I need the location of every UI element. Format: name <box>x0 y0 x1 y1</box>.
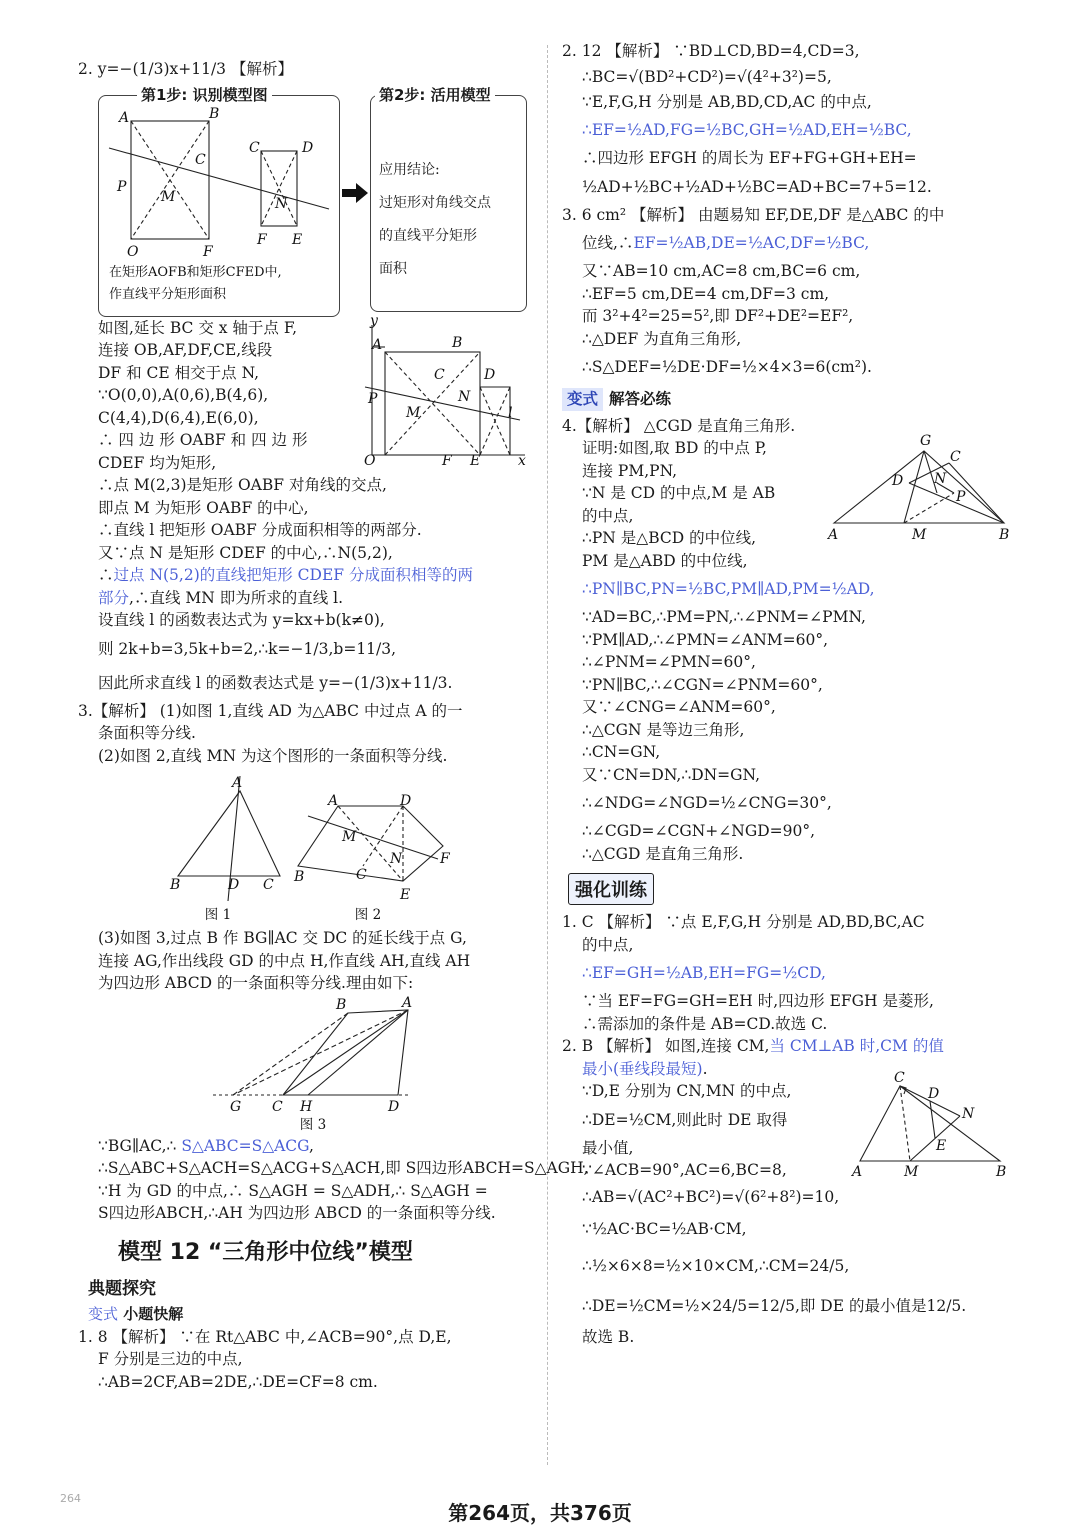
t2-period: . <box>702 1059 708 1078</box>
r-q3-prefix: 位线,∴ <box>582 234 634 252</box>
q2-line: 即点 M 为矩形 OABF 的中心, <box>98 498 309 517</box>
q4-line: PM 是△ABD 的中位线, <box>582 551 748 570</box>
coordinate-figure <box>360 312 530 469</box>
t2-line: ∴DE=½CM=½×24/5=12/5,即 DE 的最小值是12/5. <box>582 1296 967 1315</box>
q4-line: ∵N 是 CD 的中点,M 是 AB <box>582 484 776 502</box>
svg-text:B: B <box>999 526 1010 543</box>
svg-text:E: E <box>936 1138 947 1154</box>
q4-line: ∴∠NDG=∠NGD=½∠CNG=30°, <box>582 794 832 812</box>
q2-line: ∵O(0,0),A(0,6),B(4,6), <box>98 386 269 404</box>
r-q2-line: 2. 12 【解析】 ∵BD⊥CD,BD=4,CD=3, <box>562 42 860 60</box>
r-q3-highlight: EF=½AB,DE=½AC,DF=½BC, <box>633 234 870 252</box>
q4-line: 连接 PM,PN, <box>582 461 678 480</box>
q2-line: DF 和 CE 相交于点 N, <box>98 363 260 382</box>
q3-line: 为四边形 ABCD 的一条面积等分线.理由如下: <box>98 974 414 992</box>
svg-text:D: D <box>484 366 496 383</box>
svg-text:N: N <box>275 195 288 212</box>
svg-text:M: M <box>342 829 357 845</box>
t1-line: ∴需添加的条件是 AB=CD.故选 C. <box>582 1014 828 1033</box>
q4-figure <box>824 433 1014 543</box>
q4-line: ∵PN∥BC,∴∠CGN=∠PNM=60°, <box>582 675 823 694</box>
q3-comma: , <box>309 1136 314 1155</box>
svg-text:B: B <box>996 1164 1007 1180</box>
r-q3-line: ∴△DEF 为直角三角形, <box>582 329 742 348</box>
q2-line: 则 2k+b=3,5k+b=2,∴k=−1/3,b=11/3, <box>98 639 397 658</box>
r-q2-line: ∵E,F,G,H 分别是 AB,BD,CD,AC 的中点, <box>582 92 872 111</box>
svg-text:H: H <box>300 1098 313 1115</box>
q3-solution <box>78 700 589 1225</box>
svg-text:M: M <box>161 188 176 205</box>
t1-highlight: ∴EF=GH=½AB,EH=FG=½CD, <box>582 964 826 982</box>
r-q3-line: ∴EF=5 cm,DE=4 cm,DF=3 cm, <box>582 284 830 303</box>
q3-because: ∵BG∥AC,∴ <box>98 1136 182 1155</box>
model-steps-area <box>78 81 533 317</box>
svg-text:O: O <box>127 243 139 260</box>
t2-line: ∵∠ACB=90°,AC=6,BC=8, <box>582 1161 787 1179</box>
t2-highlight-1: 当 CM⊥AB 时,CM 的值 <box>769 1037 944 1055</box>
q4-line: ∴△CGN 是等边三角形, <box>582 720 745 739</box>
q4-line: ∵PM∥AD,∴∠PMN=∠ANM=60°, <box>582 630 829 649</box>
svg-text:D: D <box>892 472 904 489</box>
q2-highlight-2: 部分 <box>98 588 130 607</box>
q4-line: ∴∠CGD=∠CGN+∠NGD=90°, <box>582 822 816 840</box>
figure-2-caption: 图 2 <box>354 907 382 923</box>
figure-1-caption: 图 1 <box>204 907 232 923</box>
svg-text:C: C <box>356 867 367 883</box>
step1-caption-2: 作直线平分矩形面积 <box>109 286 227 302</box>
t2-line: 最小值, <box>582 1138 634 1157</box>
q4-line: 又∵CN=DN,∴DN=GN, <box>582 765 761 784</box>
t2-line: 故选 B. <box>582 1327 635 1346</box>
figure-3 <box>208 995 428 1135</box>
svg-text:F: F <box>203 243 213 260</box>
t2-solution <box>562 1070 1012 1348</box>
svg-text:D: D <box>400 793 412 809</box>
left-column <box>78 40 589 1393</box>
q2-line: 设直线 l 的函数表达式为 y=kx+b(k≠0), <box>98 611 385 629</box>
r-q2-line: ½AD+½BC+½AD+½BC=AD+BC=7+5=12. <box>582 177 932 196</box>
q3-line: (3)如图 3,过点 B 作 BG∥AC 交 DC 的延长线于点 G, <box>98 929 467 947</box>
t2-figure <box>850 1070 1010 1186</box>
q3-line: ∵H 为 GD 的中点,∴ S△AGH = S△ADH,∴ S△AGH = <box>98 1181 488 1200</box>
q2-line: 又∵点 N 是矩形 CDEF 的中心,∴N(5,2), <box>98 543 393 562</box>
svg-text:B: B <box>336 996 347 1013</box>
variant-label: 变式 <box>88 1304 119 1323</box>
svg-text:D: D <box>388 1098 400 1115</box>
svg-text:D: D <box>302 139 314 156</box>
svg-text:C: C <box>950 448 961 465</box>
q4-line: ∴CN=GN, <box>582 743 661 761</box>
svg-text:y: y <box>370 312 378 329</box>
svg-text:P: P <box>117 178 127 195</box>
q4-line: ∴△CGD 是直角三角形. <box>582 844 744 863</box>
step1-caption-1: 在矩形AOFB和矩形CFED中, <box>109 264 282 280</box>
q1-line: ∴AB=2CF,AB=2DE,∴DE=CF=8 cm. <box>98 1372 378 1391</box>
svg-text:A: A <box>119 109 130 126</box>
t2-line: ∴½×6×8=½×10×CM,∴CM=24/5, <box>582 1256 850 1275</box>
q4-line: ∴∠PNM=∠PMN=60°, <box>582 653 756 671</box>
svg-text:M: M <box>406 404 421 421</box>
r-q2-highlight: ∴EF=½AD,FG=½BC,GH=½AD,EH=½BC, <box>582 121 912 139</box>
svg-text:B: B <box>170 877 181 893</box>
t2-line: ∴AB=√(AC²+BC²)=√(6²+8²)=10, <box>582 1187 840 1206</box>
q3-line: (2)如图 2,直线 MN 为这个图形的一条面积等分线. <box>98 746 448 765</box>
svg-text:M: M <box>904 1164 919 1180</box>
svg-text:A: A <box>372 336 383 353</box>
q3-highlight: S△ABC=S△ACG <box>181 1136 309 1155</box>
q2-line: ∴点 M(2,3)是矩形 OABF 对角线的交点, <box>98 476 387 494</box>
r-q2-line: ∴BC=√(BD²+CD²)=√(4²+3²)=5, <box>582 67 832 86</box>
t2-prefix: 2. B 【解析】 如图,连接 CM, <box>562 1037 770 1055</box>
q2-line: CDEF 均为矩形, <box>98 453 217 472</box>
step2-title: 第2步: 活用模型 <box>375 84 495 105</box>
q4-line: 证明:如图,取 BD 的中点 P, <box>582 439 767 457</box>
r-q2-line: ∴四边形 EFGH 的周长为 EF+FG+GH+EH= <box>582 149 917 167</box>
svg-text:O: O <box>364 452 376 469</box>
t2-highlight-2: 最小(垂线段最短) <box>582 1059 703 1078</box>
svg-text:P: P <box>368 390 378 407</box>
svg-text:C: C <box>894 1070 905 1086</box>
t1-line: ∵当 EF=FG=GH=EH 时,四边形 EFGH 是菱形, <box>582 992 934 1010</box>
q2-hl-prefix: ∴ <box>98 566 114 584</box>
q2-line: 如图,延长 BC 交 x 轴于点 F, <box>98 318 298 337</box>
q2-line: ∴直线 l 把矩形 OABF 分成面积相等的两部分. <box>98 521 422 539</box>
step2-box <box>370 85 527 312</box>
step2-line-3: 的直线平分矩形 <box>379 227 477 244</box>
q3-line: ∴S△ABC+S△ACH=S△ACG+S△ACH,即 S四边形ABCH=S△AGH, <box>98 1159 589 1177</box>
svg-text:F: F <box>440 851 450 867</box>
step1-figure <box>99 96 339 316</box>
q3-line: 连接 AG,作出线段 GD 的中点 H,作直线 AH,直线 AH <box>98 951 471 970</box>
svg-text:A: A <box>828 526 839 543</box>
t2-line: ∵D,E 分别为 CN,MN 的中点, <box>582 1082 792 1100</box>
svg-text:B: B <box>294 869 305 885</box>
q4-line: ∴PN 是△BCD 的中位线, <box>582 529 757 547</box>
r-q3-line: ∴S△DEF=½DE·DF=½×4×3=6(cm²). <box>582 358 872 376</box>
svg-text:l: l <box>508 404 513 421</box>
svg-text:C: C <box>263 877 274 893</box>
q2-line: C(4,4),D(6,4),E(6,0), <box>98 408 259 427</box>
q2-line: ∴ 四 边 形 OABF 和 四 边 形 <box>98 431 308 449</box>
q4-line: 又∵∠CNG=∠ANM=60°, <box>582 698 776 716</box>
svg-text:B: B <box>209 105 220 122</box>
svg-text:N: N <box>458 388 471 405</box>
q1-line: F 分别是三边的中点, <box>98 1350 243 1368</box>
svg-text:E: E <box>470 452 481 469</box>
variant-tag: 变式 <box>562 388 603 411</box>
page-footer: 第264页，共376页 <box>448 1501 632 1525</box>
q4-line: 4.【解析】 △CGD 是直角三角形. <box>562 416 796 435</box>
q2-heading: 2. y=−(1/3)x+11/3 【解析】 <box>78 60 293 78</box>
t1-line: 1. C 【解析】 ∵点 E,F,G,H 分别是 AD,BD,BC,AC <box>562 913 925 931</box>
training-heading: 强化训练 <box>568 873 654 905</box>
r-q3-line: 又∵AB=10 cm,AC=8 cm,BC=6 cm, <box>582 262 861 280</box>
svg-text:D: D <box>928 1086 940 1102</box>
figure-1-and-2 <box>168 771 458 921</box>
svg-text:N: N <box>962 1106 975 1122</box>
t1-line: 的中点, <box>582 935 634 954</box>
right-column <box>562 40 1012 1348</box>
t2-line: ∴DE=½CM,则此时 DE 取得 <box>582 1110 788 1129</box>
variant-text: 解答必练 <box>609 390 672 408</box>
t2-line: ∵½AC·BC=½AB·CM, <box>582 1219 747 1238</box>
model-title: 模型 12 “三角形中位线”模型 <box>118 1239 413 1265</box>
svg-text:C: C <box>272 1098 283 1115</box>
svg-text:P: P <box>956 488 966 505</box>
step1-title: 第1步: 识别模型图 <box>137 84 272 105</box>
svg-text:A: A <box>328 793 339 809</box>
q2-solution <box>78 312 533 700</box>
q2-highlight-1: 过点 N(5,2)的直线把矩形 CDEF 分成面积相等的两 <box>113 566 473 584</box>
svg-text:C: C <box>249 139 260 156</box>
q3-line: S四边形ABCH,∴AH 为四边形 ABCD 的一条面积等分线. <box>98 1204 496 1222</box>
q4-line: 的中点, <box>582 506 634 525</box>
svg-text:x: x <box>518 452 526 469</box>
svg-text:N: N <box>390 851 403 867</box>
explore-heading: 典题探究 <box>88 1278 156 1299</box>
svg-text:E: E <box>400 887 411 903</box>
svg-text:F: F <box>442 452 452 469</box>
q2-line: 因此所求直线 l 的函数表达式是 y=−(1/3)x+11/3. <box>98 673 453 692</box>
svg-text:G: G <box>920 432 932 449</box>
svg-text:G: G <box>230 1098 242 1115</box>
figure-3-caption: 图 3 <box>299 1116 327 1133</box>
column-divider <box>547 45 548 1465</box>
arrow-icon <box>340 181 370 205</box>
svg-text:A: A <box>852 1164 863 1180</box>
q4-line: ∵AD=BC,∴PM=PN,∴∠PNM=∠PMN, <box>582 608 866 626</box>
step2-line-1: 应用结论: <box>379 161 440 178</box>
svg-text:C: C <box>434 366 445 383</box>
step2-line-4: 面积 <box>379 260 407 277</box>
q2-hl-suffix: ,∴直线 MN 即为所求的直线 l. <box>129 588 344 607</box>
r-q3-line: 3. 6 cm² 【解析】 由题易知 EF,DE,DF 是△ABC 的中 <box>562 205 945 224</box>
svg-text:D: D <box>228 877 240 893</box>
quick-label: 小题快解 <box>123 1304 184 1323</box>
q1-line: 1. 8 【解析】 ∵在 Rt△ABC 中,∠ACB=90°,点 D,E, <box>78 1327 452 1346</box>
svg-text:F: F <box>257 231 267 248</box>
step2-line-2: 过矩形对角线交点 <box>379 194 491 211</box>
step1-box <box>98 85 340 317</box>
svg-text:M: M <box>912 526 927 543</box>
q2-line: 连接 OB,AF,DF,CE,线段 <box>98 341 273 359</box>
q3-line: 条面积等分线. <box>98 724 196 742</box>
svg-text:C: C <box>195 151 206 168</box>
svg-text:A: A <box>232 775 243 791</box>
page-number: 264 <box>60 1492 81 1505</box>
svg-text:N: N <box>934 470 947 487</box>
r-q3-line: 而 3²+4²=25=5²,即 DF²+DE²=EF², <box>582 307 854 325</box>
svg-text:B: B <box>452 334 463 351</box>
q4-highlight: ∴PN∥BC,PN=½BC,PM∥AD,PM=½AD, <box>582 580 875 598</box>
q4-solution <box>562 415 1012 573</box>
q3-line: 3.【解析】 (1)如图 1,直线 AD 为△ABC 中过点 A 的一 <box>78 701 463 720</box>
svg-text:E: E <box>292 231 303 248</box>
svg-text:A: A <box>402 994 413 1011</box>
